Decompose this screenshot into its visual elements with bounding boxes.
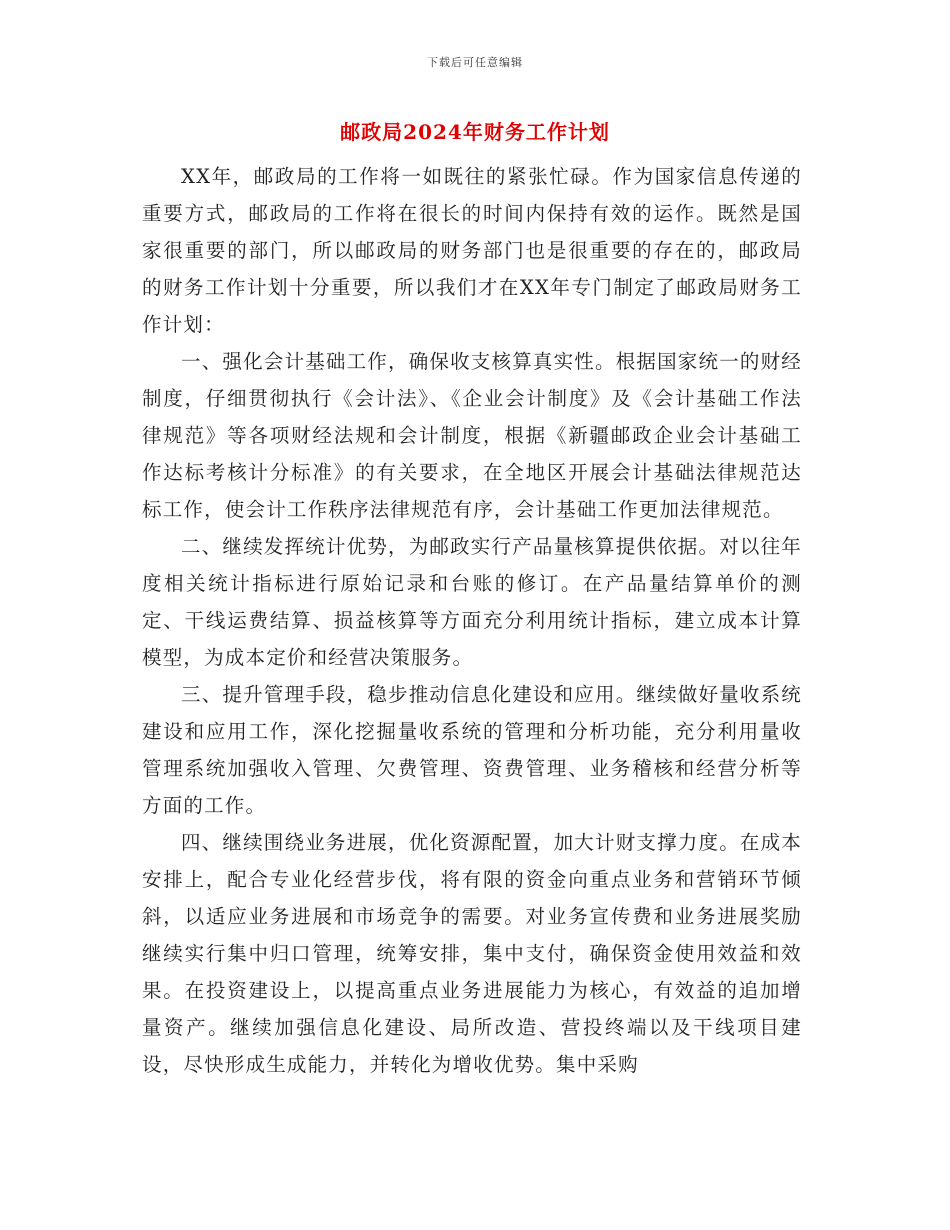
paragraph-intro: XX年，邮政局的工作将一如既往的紧张忙碌。作为国家信息传递的重要方式，邮政局的工作将在很长的时间内保持有效的运作。既然是国家很重要的部门，所以邮政局的财务部门也是很重要的存在的，邮政局的财务工作计划十分重要，所以我们才在XX年专门制定了邮政局财务工作计划： bbox=[142, 165, 802, 336]
document-body bbox=[142, 158, 802, 1083]
paragraph-section-1: 一、强化会计基础工作，确保收支核算真实性。根据国家统一的财经制度，仔细贯彻执行《会计法》、《企业会计制度》及《会计基础工作法律规范》等各项财经法规和会计制度，根据《新疆邮政企业会计基础工作达标考核计分标准》的有关要求，在全地区开展会计基础法律规范达标工作，使会计工作秩序法律规范有序，会计基础工作更加法律规范。 bbox=[142, 350, 803, 521]
header-note: 下载后可任意编辑 bbox=[427, 56, 523, 69]
paragraph-section-4: 四、继续围绕业务进展，优化资源配置，加大计财支撑力度。在成本安排上，配合专业化经营步伐，将有限的资金向重点业务和营销环节倾斜，以适应业务进展和市场竞争的需要。对业务宣传费和业务进展奖励继续实行集中归口管理，统筹安排，集中支付，确保资金使用效益和效果。在投资建设上，以提高重点业务进展能力为核心，有效益的追加增量资产。继续加强信息化建设、局所改造、营投终端以及干线项目建设，尽快形成生成能力，并转化为增收优势。集中采购 bbox=[142, 831, 803, 1076]
document-title: 邮政局2024年财务工作计划 bbox=[340, 120, 610, 144]
paragraph-section-3: 三、提升管理手段，稳步推动信息化建设和应用。继续做好量收系统建设和应用工作，深化挖掘量收系统的管理和分析功能，充分利用量收管理系统加强收入管理、欠费管理、资费管理、业务稽核和经营分析等方面的工作。 bbox=[142, 683, 803, 817]
paragraph-section-2: 二、继续发挥统计优势，为邮政实行产品量核算提供依据。对以往年度相关统计指标进行原始记录和台账的修订。在产品量结算单价的测定、干线运费结算、损益核算等方面充分利用统计指标，建立成本计算模型，为成本定价和经营决策服务。 bbox=[142, 535, 803, 669]
